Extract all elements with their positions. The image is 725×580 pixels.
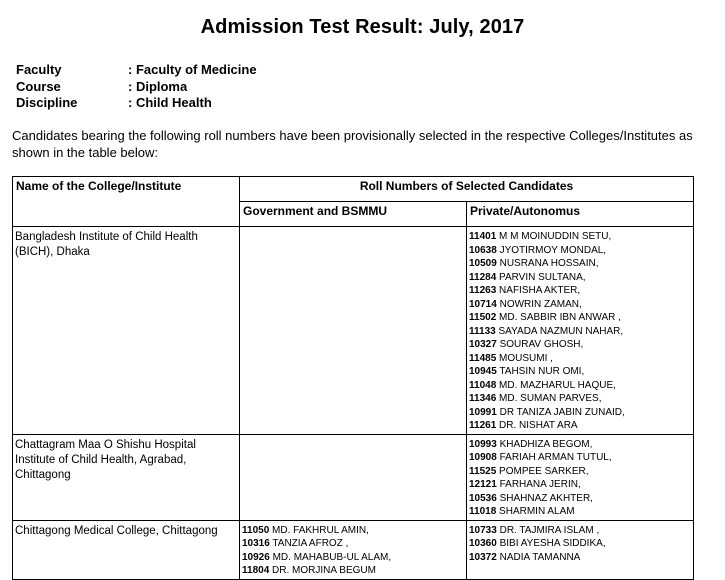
candidate-name: MD. SABBIR IBN ANWAR , [499,312,621,323]
candidate-name: KHADHIZA BEGOM, [499,438,593,450]
candidate-name: DR. TAJMIRA ISLAM , [499,524,600,536]
roll-number: 10733 [469,524,497,536]
roll-number: 10714 [469,298,497,310]
roll-number: 11346 [469,393,497,404]
table-row [13,520,694,579]
candidate-entry [469,257,691,271]
candidate-name: SAYADA NAZMUN NAHAR, [498,325,624,337]
roll-number: 11525 [469,465,497,477]
candidate-name: FARIAH ARMAN TUTUL, [499,452,612,463]
candidate-entry [469,438,691,452]
private-list [467,520,694,579]
candidate-name: MD. MAHABUB-UL ALAM, [272,551,392,563]
candidate-entry [469,537,691,551]
roll-number: 10993 [469,438,497,450]
roll-number: 11502 [469,312,497,323]
college-column-header: Name of the College/Institute [13,177,240,227]
course-label: Course [16,78,61,94]
candidate-entry [469,298,691,312]
course-value: : Diploma [128,78,188,94]
candidate-entry [469,492,691,506]
discipline-value: : Child Health [128,95,212,110]
roll-number: 11263 [469,285,497,296]
candidate-entry [469,406,691,420]
roll-number: 10908 [469,452,497,463]
candidate-entry [469,379,691,393]
candidate-entry [469,284,691,298]
candidate-entry [469,465,691,479]
candidate-name: PARVIN SULTANA, [499,271,586,283]
college-name: Bangladesh Institute of Child Health (BICH), Dhaka [13,227,240,435]
roll-number: 11485 [469,352,497,364]
roll-number: 12121 [469,479,497,490]
candidate-entry [469,271,691,285]
roll-number: 10945 [469,366,497,377]
private-list [467,434,694,520]
government-column-header: Government and BSMMU [240,202,467,227]
candidate-name: NADIA TAMANNA [499,551,581,563]
roll-number: 10372 [469,551,497,563]
roll-number: 10316 [242,538,270,549]
candidate-entry [242,551,464,565]
candidate-entry [242,524,464,538]
candidate-entry [469,244,691,258]
candidate-name: MOUSUMI , [499,352,553,364]
government-list [240,520,467,579]
table-header-row [13,177,694,202]
candidate-entry [469,325,691,339]
candidate-name: TAHSIN NUR OMI, [499,366,585,377]
roll-number: 11261 [469,420,497,431]
candidate-entry [469,451,691,465]
roll-number: 11284 [469,271,497,283]
candidate-name: MD. SUMAN PARVES, [499,393,602,404]
candidate-name: TANZIA AFROZ , [272,538,349,549]
candidate-name: NOWRIN ZAMAN, [499,298,582,310]
candidate-name: DR TANIZA JABIN ZUNAID, [499,406,625,418]
roll-number: 10509 [469,258,497,269]
roll-number: 11050 [242,524,270,536]
roll-number: 10536 [469,492,497,504]
roll-number: 10991 [469,406,497,418]
government-list [240,434,467,520]
candidate-entry [469,365,691,379]
private-column-header: Private/Autonomus [467,202,694,227]
page-title: Admission Test Result: July, 2017 [200,16,525,38]
candidate-name: BIBI AYESHA SIDDIKA, [499,538,606,549]
candidate-entry [469,478,691,492]
candidate-name: NUSRANA HOSSAIN, [499,258,599,269]
candidate-entry [469,338,691,352]
roll-number: 11804 [242,565,270,576]
faculty-label: Faculty [16,62,62,77]
candidate-name: DR. NISHAT ARA [499,420,578,431]
results-body [13,227,694,580]
roll-number: 10638 [469,244,497,256]
roll-number: 10327 [469,339,497,350]
candidate-entry [469,551,691,565]
candidate-name: NAFISHA AKTER, [499,285,581,296]
candidate-entry [469,230,691,244]
roll-number: 10360 [469,538,497,549]
intro-text: Candidates bearing the following roll numbers have been provisionally selected in the respective Colleges/Institutes as shown in the table below: [12,128,693,160]
candidate-name: JYOTIRMOY MONDAL, [499,244,607,256]
roll-number: 11048 [469,379,497,391]
roll-number: 11018 [469,506,497,517]
roll-number: 11133 [469,325,496,337]
candidate-entry [469,392,691,406]
candidate-name: DR. MORJINA BEGUM [272,565,376,576]
candidate-name: MD. MAZHARUL HAQUE, [499,379,616,391]
roll-column-header: Roll Numbers of Selected Candidates [240,177,694,202]
candidate-name: SHAHNAZ AKHTER, [499,492,593,504]
candidate-name: M M MOINUDDIN SETU, [499,231,612,242]
candidate-entry [242,564,464,578]
candidate-entry [469,311,691,325]
candidate-name: MD. FAKHRUL AMIN, [272,524,369,536]
candidate-name: SHARMIN ALAM [499,506,575,517]
candidate-entry [469,524,691,538]
candidate-entry [469,352,691,366]
government-list [240,227,467,435]
candidate-name: SOURAV GHOSH, [499,339,584,350]
discipline-label: Discipline [16,95,78,110]
results-table [12,176,694,580]
table-row [13,227,694,435]
candidate-name: POMPEE SARKER, [499,465,589,477]
college-name: Chattagram Maa O Shishu Hospital Institute of Child Health, Agrabad, Chittagong [13,434,240,520]
candidate-entry [469,505,691,519]
faculty-value: : Faculty of Medicine [128,62,257,77]
candidate-entry [469,419,691,433]
private-list [467,227,694,435]
college-name: Chittagong Medical College, Chittagong [13,520,240,579]
candidate-entry [242,537,464,551]
roll-number: 10926 [242,551,270,563]
table-row [13,434,694,520]
roll-number: 11401 [469,231,497,242]
candidate-name: FARHANA JERIN, [499,479,581,490]
